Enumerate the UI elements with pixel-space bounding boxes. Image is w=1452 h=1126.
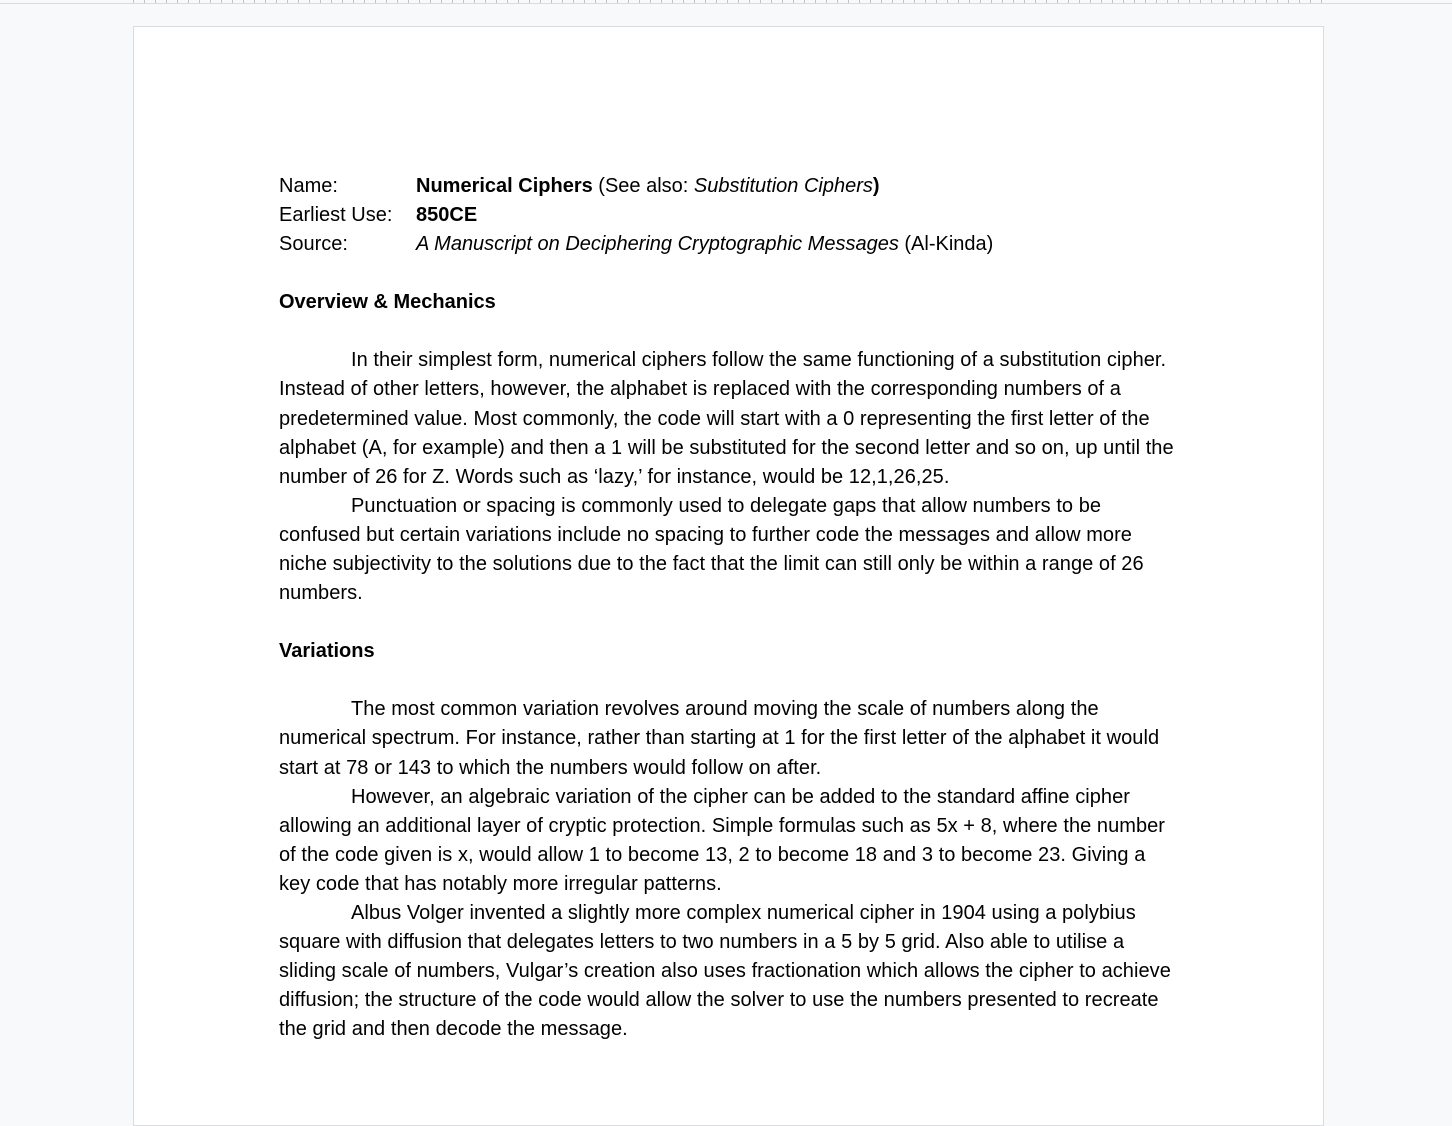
variations-heading: Variations — [279, 640, 375, 663]
document-body[interactable] — [279, 172, 1179, 1044]
meta-see-also-prefix: (See also: — [592, 175, 694, 197]
meta-earliest-label: Earliest Use: — [279, 204, 393, 227]
meta-name-label: Name: — [279, 175, 338, 197]
spacer — [279, 666, 1179, 695]
horizontal-ruler[interactable] — [0, 0, 1452, 4]
meta-earliest-row — [279, 201, 1179, 230]
meta-see-also-suffix: ) — [872, 175, 880, 197]
variations-paragraph-2: However, an algebraic variation of the cipher can be added to the standard affine cipher allowing an additional layer of cryptic protection. Simple formulas such as 5x + 8, where the number of the code given is x, would allow 1 to become 13, 2 to become 18 and 3 to become 23. Giving a key code that has notably more irregular patterns. — [279, 785, 1166, 895]
spacer — [279, 317, 1179, 346]
meta-source-value-group — [416, 230, 993, 259]
meta-earliest-value: 850CE — [416, 204, 478, 227]
ruler-ticks — [133, 0, 1325, 3]
variations-paragraph-3: Albus Volger invented a slightly more complex numerical cipher in 1904 using a polybius square with diffusion that delegates letters to two numbers in a 5 by 5 grid. Also able to utilise a sliding scale of numbers, Vulgar’s creation also uses fractionation which allows the cipher to achieve diffusion; the structure of the code would allow the solver to use the numbers presented to recreate the grid and then decode the message. — [279, 901, 1171, 1041]
meta-name-value-group — [416, 172, 880, 201]
meta-source-row — [279, 230, 1179, 259]
overview-paragraph-1: In their simplest form, numerical ciphers follow the same functioning of a substitution cipher. Instead of other letters, however, the alphabet is replaced with the corresponding numbers of a predetermined value. Most commonly, the code will start with a 0 representing the first letter of the alphabet (A, for example) and then a 1 will be substituted for the second letter and so on, up until the number of 26 for Z. Words such as ‘lazy,’ for instance, would be 12,1,26,25. — [279, 349, 1174, 488]
meta-source-label: Source: — [279, 233, 348, 256]
meta-source-title: A Manuscript on Deciphering Cryptographic Messages — [416, 233, 899, 256]
overview-heading: Overview & Mechanics — [279, 291, 496, 314]
meta-see-also-value: Substitution Ciphers — [693, 175, 873, 197]
meta-source-author: (Al-Kinda) — [898, 233, 994, 256]
variations-paragraph-1: The most common variation revolves around moving the scale of numbers along the numerical spectrum. For instance, rather than starting at 1 for the first letter of the alphabet it would start at 78 or 143 to which the numbers would follow on after. — [279, 698, 1160, 779]
meta-name-value: Numerical Ciphers — [416, 175, 593, 197]
overview-paragraph-2: Punctuation or spacing is commonly used to delegate gaps that allow numbers to be confused but certain variations include no spacing to further code the messages and allow more niche subjectivity to the solutions due to the fact that the limit can still only be within a range of 26 numbers. — [279, 494, 1144, 605]
meta-name-row — [279, 172, 1179, 201]
document-page[interactable] — [133, 26, 1324, 1126]
